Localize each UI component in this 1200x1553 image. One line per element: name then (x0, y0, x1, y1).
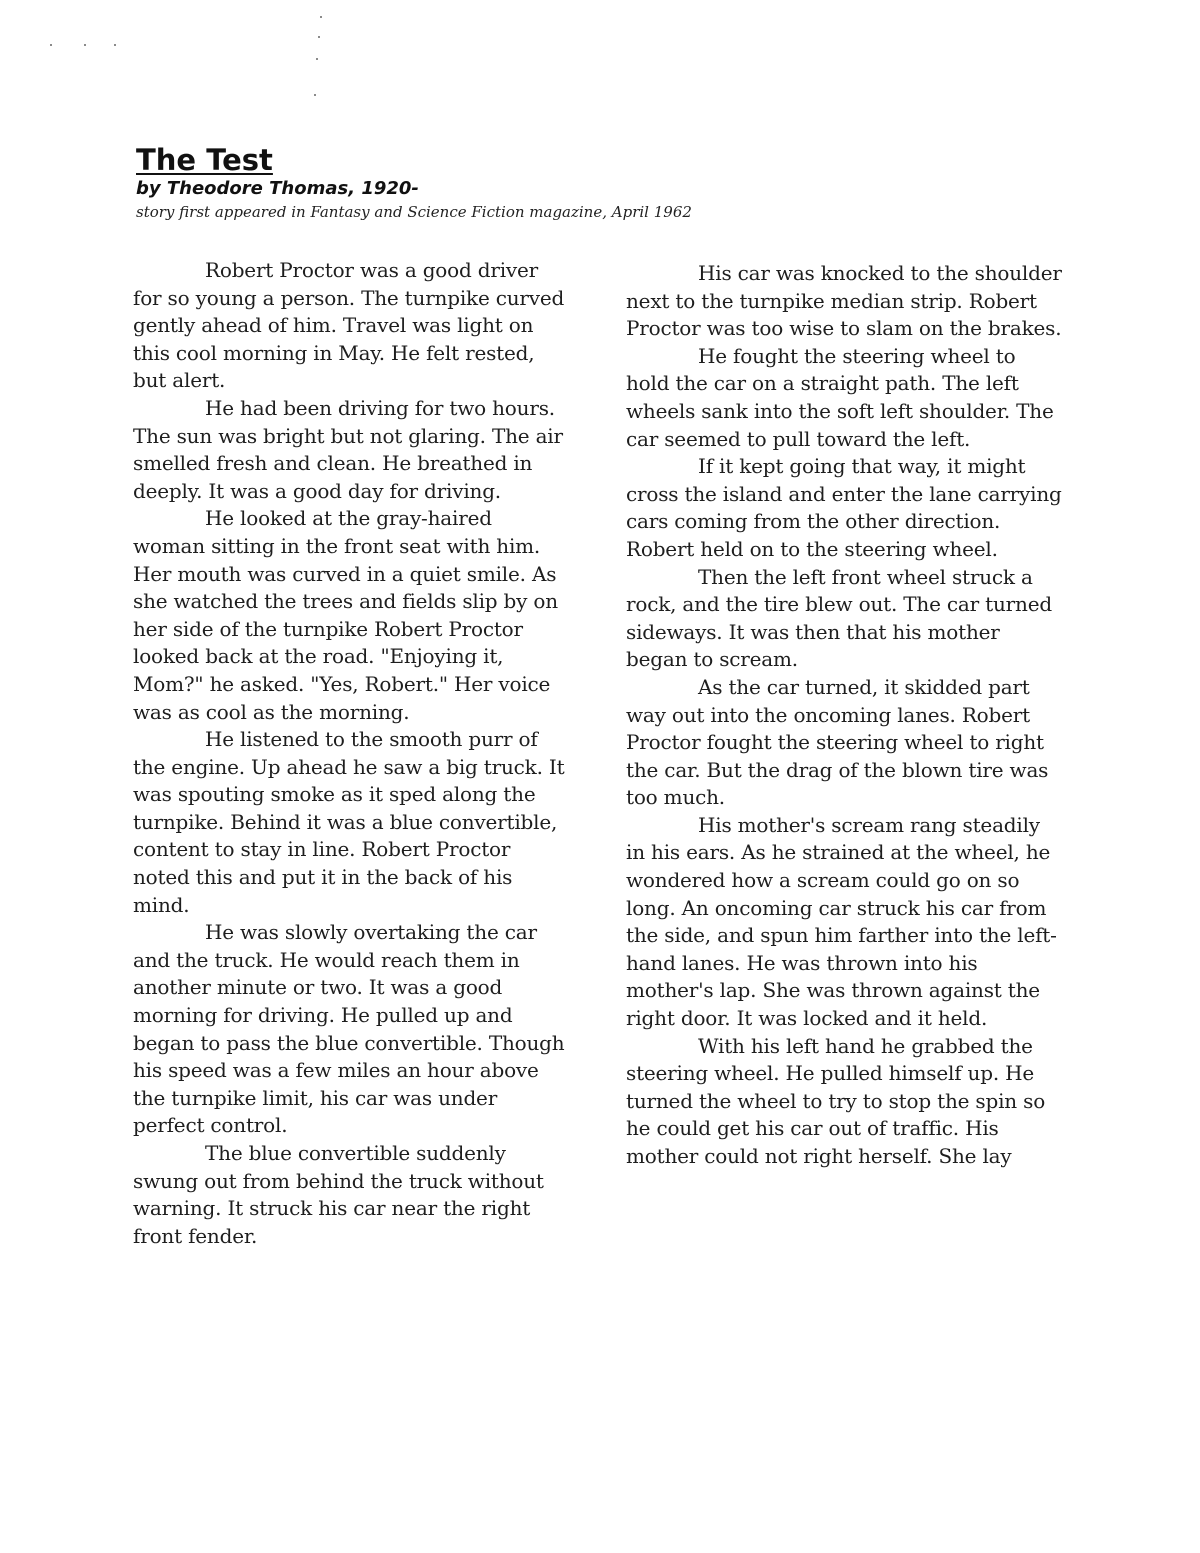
story-header (136, 143, 1136, 223)
scan-speck (320, 16, 322, 18)
paragraph: He fought the steering wheel to hold the car on a straight path. The left wheels sank into the soft left shoulder. The car seemed to pull toward the left. (626, 343, 1054, 451)
paragraph: As the car turned, it skidded part way out into the oncoming lanes. Robert Proctor fought the steering wheel to right the car. But the drag of the blown tire was too much. (626, 674, 1049, 810)
left-text-column (133, 257, 565, 1250)
scan-speck (314, 94, 316, 96)
scan-speck (84, 44, 86, 46)
paragraph: Then the left front wheel struck a rock, and the tire blew out. The car turned sideways. It was then that his mother began to scream. (626, 564, 1052, 672)
paragraph: His mother's scream rang steadily in his ears. As he strained at the wheel, he wondered how a scream could go on so long. An oncoming car struck his car from the side, and spun him farther into the left-hand lanes. He was thrown into his mother's lap. She was thrown against the right door. It was locked and it held. (626, 812, 1057, 1031)
right-text-column (626, 260, 1062, 1171)
paragraph: With his left hand he grabbed the steering wheel. He pulled himself up. He turned the wheel to try to stop the spin so he could get his car out of traffic. His mother could not right herself. She lay (626, 1033, 1046, 1168)
story-source-note: story first appeared in Fantasy and Science Fiction magazine, April 1962 (136, 203, 692, 221)
paragraph: He was slowly overtaking the car and the truck. He would reach them in another minute or two. It was a good morning for driving. He pulled up and began to pass the blue convertible. Though his speed was a few miles an hour above the turnpike limit, his car was under perfect control. (133, 920, 565, 1138)
scan-speck (50, 44, 52, 46)
story-title: The Test (136, 143, 273, 177)
scan-speck (114, 44, 116, 46)
scan-speck (316, 58, 318, 60)
paragraph: His car was knocked to the shoulder next to the turnpike median strip. Robert Proctor was too wise to slam on the brakes. (626, 261, 1062, 341)
story-byline: by Theodore Thomas, 1920- (136, 178, 419, 199)
scan-speck (318, 36, 320, 38)
paragraph: He listened to the smooth purr of the engine. Up ahead he saw a big truck. It was spouting smoke as it sped along the turnpike. Behind it was a blue convertible, content to stay in line. Robert Proctor noted this and put it in the back of his mind. (133, 727, 565, 917)
paragraph: The blue convertible suddenly swung out from behind the truck without warning. It struck his car near the right front fender. (133, 1141, 544, 1248)
paragraph: He looked at the gray-haired woman sitting in the front seat with him. Her mouth was curved in a quiet smile. As she watched the trees and fields slip by on her side of the turnpike Robert Proctor looked back at the road. "Enjoying it, Mom?" he asked. "Yes, Robert." Her voice was as cool as the morning. (133, 506, 558, 724)
paragraph: He had been driving for two hours. The sun was bright but not glaring. The air smelled fresh and clean. He breathed in deeply. It was a good day for driving. (133, 395, 563, 503)
paragraph: Robert Proctor was a good driver for so young a person. The turnpike curved gently ahead of him. Travel was light on this cool morning in May. He felt rested, but alert. (133, 258, 565, 393)
paragraph: If it kept going that way, it might cross the island and enter the lane carrying cars coming from the other direction. Robert held on to the steering wheel. (626, 454, 1062, 561)
